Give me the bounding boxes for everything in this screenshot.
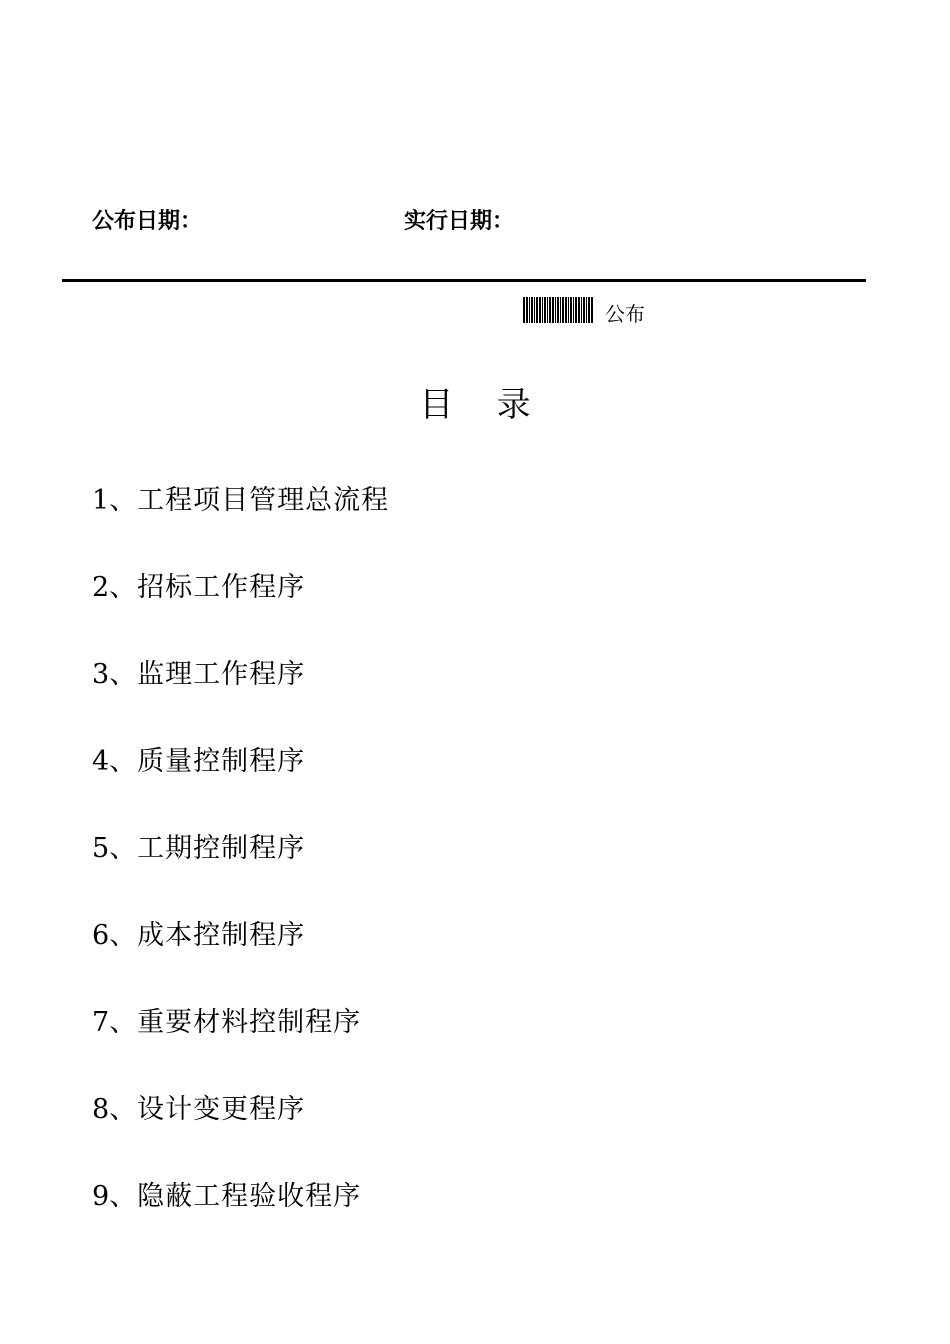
toc-item bbox=[92, 829, 389, 916]
toc-item-text: 、设计变更程序 bbox=[109, 1094, 306, 1125]
toc-list bbox=[92, 481, 389, 1264]
toc-item bbox=[92, 916, 389, 1003]
toc-item bbox=[92, 1003, 389, 1090]
toc-item bbox=[92, 1090, 389, 1177]
toc-item-number: 6 bbox=[92, 920, 110, 951]
toc-item-number: 2 bbox=[92, 572, 110, 603]
toc-item-text: 、工期控制程序 bbox=[109, 833, 306, 864]
toc-item-text: 、工程项目管理总流程 bbox=[109, 485, 390, 516]
toc-item-text: 、重要材料控制程序 bbox=[109, 1007, 362, 1038]
effective-date-label: 实行日期： bbox=[404, 209, 515, 234]
toc-item-number: 7 bbox=[92, 1007, 110, 1038]
toc-item bbox=[92, 742, 389, 829]
toc-item-number: 1 bbox=[92, 485, 110, 516]
toc-item-text: 、招标工作程序 bbox=[109, 572, 306, 603]
toc-item-number: 5 bbox=[92, 833, 110, 864]
toc-item bbox=[92, 481, 389, 568]
toc-item bbox=[92, 1177, 389, 1264]
toc-item-number: 9 bbox=[92, 1181, 110, 1212]
toc-item-text: 、成本控制程序 bbox=[109, 920, 306, 951]
toc-item-text: 、质量控制程序 bbox=[109, 746, 306, 777]
header-divider bbox=[62, 279, 866, 282]
publish-suffix: 公布 bbox=[605, 302, 645, 326]
toc-item-text: 、监理工作程序 bbox=[109, 659, 306, 690]
toc-item bbox=[92, 655, 389, 742]
publish-date-label: 公布日期： bbox=[92, 209, 203, 234]
toc-item-text: 、隐蔽工程验收程序 bbox=[109, 1181, 362, 1212]
toc-item-number: 4 bbox=[92, 746, 110, 777]
toc-item-number: 8 bbox=[92, 1094, 110, 1125]
toc-title: 目 录 bbox=[419, 385, 531, 425]
toc-item-number: 3 bbox=[92, 659, 110, 690]
toc-item bbox=[92, 568, 389, 655]
barcode-icon bbox=[523, 297, 595, 323]
